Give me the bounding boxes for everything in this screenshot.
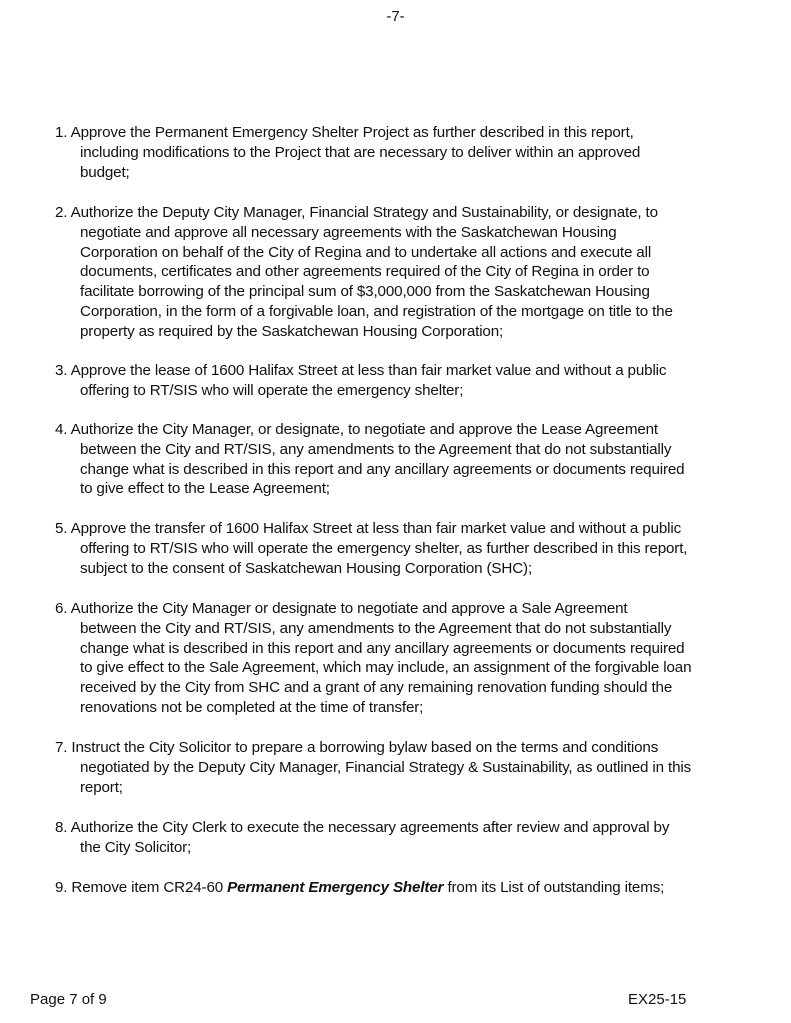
item-line: 7. Instruct the City Solicitor to prepare a borrowing bylaw based on the terms and conditions <box>55 739 659 756</box>
item-line: property as required by the Saskatchewan Housing Corporation; <box>80 322 504 340</box>
recommendation-item-8 <box>55 818 755 858</box>
item-text: 9. Remove item CR24-60 <box>55 879 228 896</box>
item-line: including modifications to the Project that are necessary to deliver within an approved <box>80 143 641 161</box>
item-line: Corporation on behalf of the City of Regina and to undertake all actions and execute all <box>80 243 652 261</box>
recommendation-item-6 <box>55 599 755 718</box>
item-line: negotiate and approve all necessary agreements with the Saskatchewan Housing <box>80 223 617 241</box>
item-line: facilitate borrowing of the principal sum of $3,000,000 from the Saskatchewan Housing <box>80 283 650 301</box>
item-line: 2. Authorize the Deputy City Manager, Financial Strategy and Sustainability, or designate, to <box>55 204 658 221</box>
item-line: negotiated by the Deputy City Manager, Financial Strategy & Sustainability, as outlined in this <box>80 758 692 776</box>
recommendation-item-9 <box>55 878 755 898</box>
recommendation-item-5 <box>55 519 755 578</box>
item-line: 1. Approve the Permanent Emergency Shelter Project as further described in this report, <box>55 124 634 141</box>
item-line: documents, certificates and other agreements required of the City of Regina in order to <box>80 263 650 281</box>
item-line: to give effect to the Sale Agreement, which may include, an assignment of the forgivable loan <box>80 659 692 677</box>
item-line: 8. Authorize the City Clerk to execute the necessary agreements after review and approval by <box>55 819 670 836</box>
item-line: 3. Approve the lease of 1600 Halifax Street at less than fair market value and without a public <box>55 362 667 379</box>
emphasized-title: Permanent Emergency Shelter <box>227 879 444 896</box>
footer-page-label: Page 7 of 9 <box>30 991 107 1008</box>
recommendation-item-2 <box>55 203 755 342</box>
item-line: Corporation, in the form of a forgivable loan, and registration of the mortgage on title to the <box>80 302 673 320</box>
item-line: subject to the consent of Saskatchewan Housing Corporation (SHC); <box>80 559 533 577</box>
page-marker: -7- <box>386 8 405 25</box>
item-text: from its List of outstanding items; <box>443 879 665 896</box>
recommendation-item-4 <box>55 420 755 499</box>
item-line: renovations not be completed at the time of transfer; <box>80 698 424 716</box>
item-line: the City Solicitor; <box>80 838 192 856</box>
recommendation-item-7 <box>55 738 755 797</box>
item-line: offering to RT/SIS who will operate the emergency shelter, as further described in this report, <box>80 539 688 557</box>
item-line: 5. Approve the transfer of 1600 Halifax Street at less than fair market value and without a public <box>55 520 682 537</box>
item-line: report; <box>80 778 123 796</box>
recommendation-item-1 <box>55 123 755 182</box>
item-line: to give effect to the Lease Agreement; <box>80 480 330 498</box>
item-line: between the City and RT/SIS, any amendments to the Agreement that do not substantially <box>80 619 672 637</box>
item-line: received by the City from SHC and a grant of any remaining renovation funding should the <box>80 679 673 697</box>
item-line: budget; <box>80 163 130 181</box>
item-line: offering to RT/SIS who will operate the emergency shelter; <box>80 381 464 399</box>
item-line: change what is described in this report and any ancillary agreements or documents required <box>80 639 685 657</box>
recommendation-item-3 <box>55 361 755 401</box>
item-line: between the City and RT/SIS, any amendments to the Agreement that do not substantially <box>80 440 672 458</box>
item-line <box>55 878 755 898</box>
item-line: change what is described in this report and any ancillary agreements or documents required <box>80 460 685 478</box>
item-line: 4. Authorize the City Manager, or designate, to negotiate and approve the Lease Agreement <box>55 421 659 438</box>
footer-report-id: EX25-15 <box>628 991 687 1008</box>
item-line: 6. Authorize the City Manager or designate to negotiate and approve a Sale Agreement <box>55 600 628 617</box>
